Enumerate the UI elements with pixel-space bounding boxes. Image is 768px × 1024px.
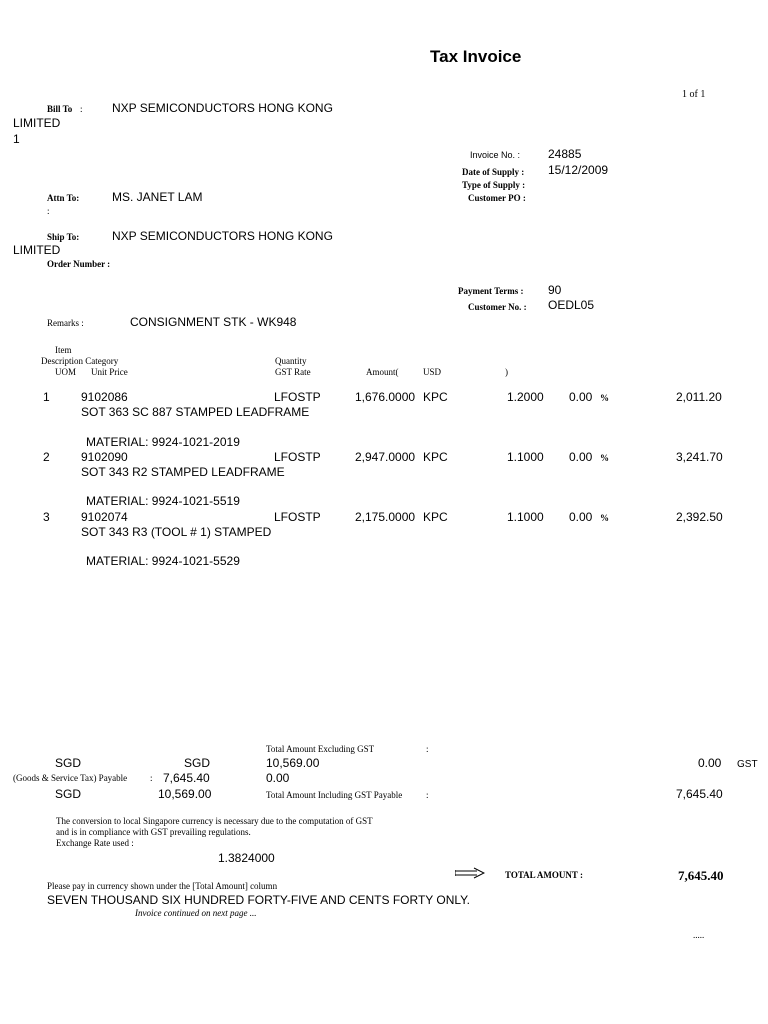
item-description: SOT 343 R2 STAMPED LEADFRAME bbox=[81, 465, 285, 479]
item-code: 9102086 bbox=[81, 390, 128, 404]
header-gst-rate: GST Rate bbox=[275, 367, 311, 377]
item-description: SOT 343 R3 (TOOL # 1) STAMPED bbox=[81, 525, 272, 539]
invoice-no-label: Invoice No. : bbox=[470, 150, 521, 160]
item-category: LFOSTP bbox=[274, 450, 321, 464]
sgd-gst-value: 0.00 bbox=[266, 771, 290, 785]
item-gst-percent: % bbox=[600, 513, 609, 523]
payment-terms-value: 90 bbox=[548, 283, 562, 297]
gst-tag: GST bbox=[737, 759, 758, 770]
item-uom: KPC bbox=[423, 510, 448, 524]
header-quantity: Quantity bbox=[275, 356, 307, 366]
item-category: LFOSTP bbox=[274, 390, 321, 404]
item-uom: KPC bbox=[423, 450, 448, 464]
page-indicator: 1 of 1 bbox=[682, 89, 706, 100]
item-gst: 0.00 bbox=[569, 390, 593, 404]
item-quantity: 2,947.0000 bbox=[355, 450, 416, 464]
item-gst-percent: % bbox=[600, 393, 609, 403]
trailing-dots: ..... bbox=[693, 930, 705, 940]
total-incl-gst-colon: : bbox=[426, 790, 429, 800]
sgd-currency-label: SGD bbox=[55, 756, 82, 770]
exchange-rate-label: Exchange Rate used : bbox=[56, 838, 134, 848]
date-of-supply-value: 15/12/2009 bbox=[548, 163, 609, 177]
right-arrow-icon bbox=[455, 866, 485, 878]
total-amount-value: 7,645.40 bbox=[678, 868, 724, 883]
item-gst-percent: % bbox=[600, 453, 609, 463]
item-description: SOT 363 SC 887 STAMPED LEADFRAME bbox=[81, 405, 310, 419]
bill-to-line2: LIMITED bbox=[13, 116, 61, 130]
item-unit-price: 1.2000 bbox=[507, 390, 544, 404]
bill-to-line1: NXP SEMICONDUCTORS HONG KONG bbox=[112, 101, 333, 115]
item-amount: 2,011.20 bbox=[676, 390, 722, 404]
sgd-total-incl-gst-value: 10,569.00 bbox=[158, 787, 212, 801]
item-material: MATERIAL: 9924-1021-5529 bbox=[86, 554, 240, 568]
invoice-continued-note: Invoice continued on next page ... bbox=[135, 908, 257, 918]
attn-colon: : bbox=[47, 206, 50, 216]
conversion-note-line1: The conversion to local Singapore currency is necessary due to the computation of GST bbox=[56, 816, 373, 826]
usd-gst-payable-value: 7,645.40 bbox=[163, 771, 210, 785]
pay-currency-note: Please pay in currency shown under the [Total Amount] column bbox=[47, 881, 278, 891]
total-excl-gst-label: Total Amount Excluding GST bbox=[266, 744, 375, 754]
bill-to-line3: 1 bbox=[13, 132, 20, 146]
item-material: MATERIAL: 9924-1021-2019 bbox=[86, 435, 240, 449]
amount-in-words: SEVEN THOUSAND SIX HUNDRED FORTY-FIVE AND CENTS FORTY ONLY. bbox=[47, 893, 470, 907]
header-unit-price: Unit Price bbox=[91, 367, 128, 377]
document-title: Tax Invoice bbox=[430, 47, 522, 66]
sgd-currency-label: SGD bbox=[184, 756, 211, 770]
header-close-paren: ) bbox=[505, 367, 508, 377]
item-amount: 2,392.50 bbox=[676, 510, 723, 524]
conversion-note-line2: and is in compliance with GST prevailing regulations. bbox=[56, 827, 251, 837]
total-amount-label: TOTAL AMOUNT : bbox=[505, 870, 584, 880]
customer-no-value: OEDL05 bbox=[548, 298, 595, 312]
payment-terms-label: Payment Terms : bbox=[458, 286, 524, 296]
header-amount: Amount( bbox=[366, 367, 399, 377]
ship-to-line2: LIMITED bbox=[13, 243, 61, 257]
remarks-label: Remarks : bbox=[47, 318, 84, 328]
header-uom: UOM bbox=[55, 367, 77, 377]
item-unit-price: 1.1000 bbox=[507, 510, 544, 524]
item-quantity: 1,676.0000 bbox=[355, 390, 416, 404]
header-description-category: Description Category bbox=[41, 356, 119, 366]
item-quantity: 2,175.0000 bbox=[355, 510, 416, 524]
date-of-supply-label: Date of Supply : bbox=[462, 167, 525, 177]
item-amount: 3,241.70 bbox=[676, 450, 723, 464]
type-of-supply-label: Type of Supply : bbox=[462, 180, 526, 190]
customer-po-label: Customer PO : bbox=[468, 193, 526, 203]
item-category: LFOSTP bbox=[274, 510, 321, 524]
total-incl-gst-label: Total Amount Including GST Payable bbox=[266, 790, 403, 800]
ship-to-line1: NXP SEMICONDUCTORS HONG KONG bbox=[112, 229, 333, 243]
item-code: 9102074 bbox=[81, 510, 128, 524]
item-no: 2 bbox=[43, 450, 50, 464]
item-gst: 0.00 bbox=[569, 450, 593, 464]
total-excl-gst-colon: : bbox=[426, 744, 429, 754]
item-unit-price: 1.1000 bbox=[507, 450, 544, 464]
remarks-value: CONSIGNMENT STK - WK948 bbox=[130, 315, 297, 329]
attn-label: Attn To: bbox=[47, 193, 80, 203]
sgd-total-excl-gst-value: 10,569.00 bbox=[266, 756, 320, 770]
item-uom: KPC bbox=[423, 390, 448, 404]
bill-to-colon: : bbox=[80, 104, 83, 114]
total-incl-gst-value: 7,645.40 bbox=[676, 787, 723, 801]
gst-payable-label: (Goods & Service Tax) Payable bbox=[13, 773, 128, 783]
item-no: 3 bbox=[43, 510, 50, 524]
customer-no-label: Customer No. : bbox=[468, 302, 527, 312]
attn-value: MS. JANET LAM bbox=[112, 190, 203, 204]
item-material: MATERIAL: 9924-1021-5519 bbox=[86, 494, 240, 508]
header-usd: USD bbox=[423, 367, 442, 377]
usd-gst-amount: 0.00 bbox=[698, 756, 722, 770]
invoice-no-value: 24885 bbox=[548, 147, 582, 161]
gst-payable-colon: : bbox=[150, 773, 153, 783]
order-number-label: Order Number : bbox=[47, 259, 111, 269]
header-item: Item bbox=[55, 345, 72, 355]
exchange-rate-value: 1.3824000 bbox=[218, 851, 275, 865]
bill-to-label: Bill To bbox=[47, 104, 73, 114]
item-no: 1 bbox=[43, 390, 50, 404]
item-gst: 0.00 bbox=[569, 510, 593, 524]
sgd-currency-label: SGD bbox=[55, 787, 82, 801]
item-code: 9102090 bbox=[81, 450, 128, 464]
ship-to-label: Ship To: bbox=[47, 232, 80, 242]
